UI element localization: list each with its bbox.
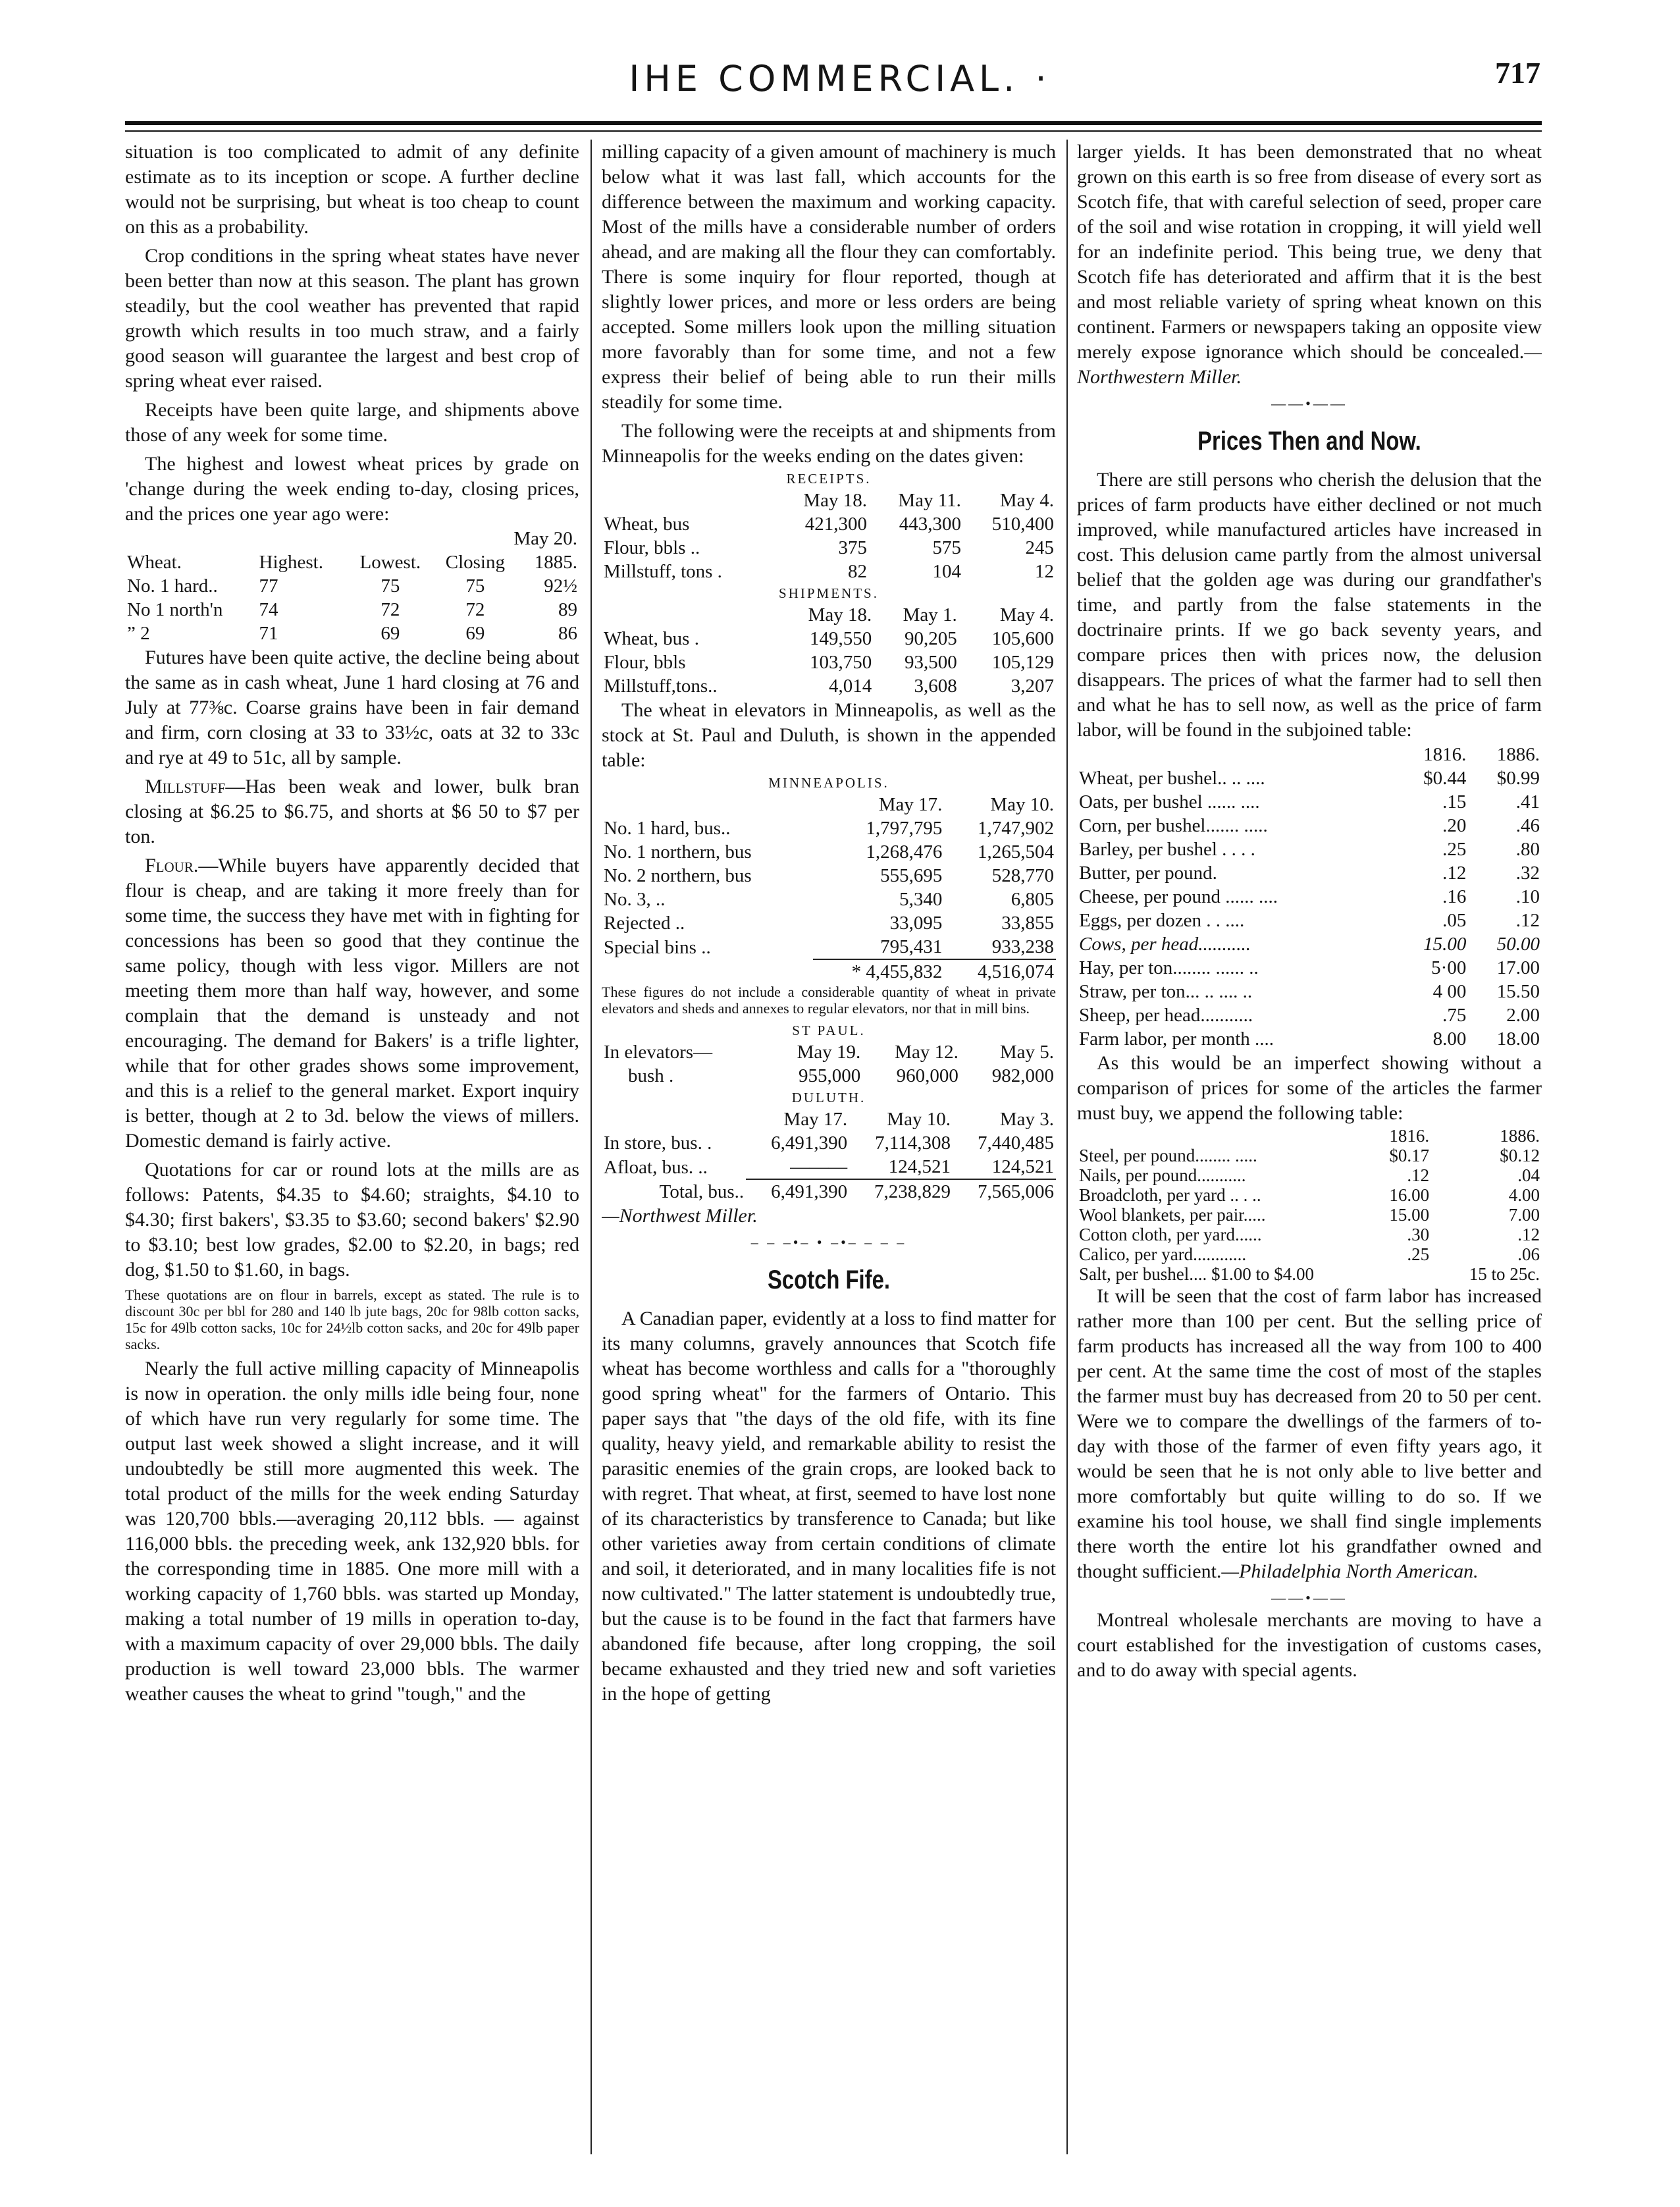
table-cell: 75 — [381, 575, 400, 597]
paragraph: Nearly the full active milling capacity of Minneapolis is now in operation. the only mills idle being four, none of which have run very regularly for some time. The output last week showed a slight increase, and it will undoubtedly be still more augmented this week. The total product of the mills for the week ending Saturday was 120,700 bbls.—averaging 20,112 bbls. — against 116,000 bbls. the preceding week, ank 132,920 bbls. for the corresponding time in 1885. One more mill with a working capacity of 1,760 bbls. was started up Monday, making a total number of 19 mills in operation to-day, with a maximum capacity of over 29,000 bbls. The daily production is well toward 23,000 bbls. The warmer weather causes the wheat to grind "tough," and the — [125, 1358, 579, 1705]
table-row — [602, 651, 1056, 674]
section-heading: Scotch Fife. — [768, 1265, 890, 1294]
table-cell: 16.00 — [1389, 1185, 1430, 1205]
table-cell: 3,608 — [914, 676, 957, 697]
table-cell: 103,750 — [809, 652, 872, 673]
table-cell: .30 — [1407, 1225, 1430, 1244]
table-cell: Nails, per pound........... — [1079, 1165, 1246, 1185]
table-cell: Cheese, per pound ...... .... — [1079, 886, 1278, 907]
table-row — [602, 627, 1056, 651]
table-row — [1077, 1027, 1542, 1051]
table-cell: .16 — [1442, 886, 1467, 907]
table-header: Lowest. — [359, 552, 421, 573]
table-header: May 3. — [999, 1109, 1054, 1130]
table-cell: Barley, per bushel . . . . — [1079, 839, 1255, 860]
table-cell: 6,805 — [1011, 889, 1054, 910]
table-cell: No. 1 hard, bus.. — [604, 818, 731, 839]
table-cell: Farm labor, per month .... — [1079, 1028, 1274, 1050]
paragraph: The following were the receipts at and shipments from Minneapolis for the weeks ending on the dates given: — [602, 420, 1056, 467]
table-header: May 19. — [797, 1042, 861, 1063]
paragraph: Receipts have been quite large, and shipments above those of any week for some time. — [125, 399, 579, 446]
table-header: May 17. — [878, 794, 943, 815]
column-divider-1 — [591, 140, 592, 2154]
table-row — [602, 1131, 1056, 1155]
table-cell: .80 — [1515, 839, 1540, 860]
table-cell: .32 — [1515, 863, 1540, 884]
table-cell: No. 2 northern, bus — [604, 865, 752, 886]
table-cell: 7,565,006 — [978, 1181, 1054, 1202]
page-number: 717 — [1495, 56, 1540, 90]
column-1 — [125, 140, 579, 2154]
table-row — [1077, 814, 1542, 838]
table-total-row — [602, 1179, 1056, 1204]
table-row — [1077, 861, 1542, 885]
table-cell: 89 — [558, 599, 577, 620]
table-cell: 7,114,308 — [875, 1132, 951, 1154]
table-header: May 5. — [999, 1042, 1054, 1063]
paragraph: Millstuff—Has been weak and lower, bulk bran closing at $6.25 to $6.75, and shorts at $6 50 to $7 per ton. — [125, 776, 579, 847]
table-cell: 510,400 — [991, 514, 1054, 535]
table-row — [1077, 1205, 1542, 1225]
table-header: 1816. — [1423, 744, 1467, 765]
table-cell: 7,238,829 — [874, 1181, 951, 1202]
table-cell: .75 — [1442, 1005, 1467, 1026]
table-label: DULUTH. — [791, 1090, 866, 1105]
table-cell: Wheat, per bushel.. .. .... — [1079, 768, 1265, 789]
table-row — [602, 816, 1056, 840]
table-cell: .25 — [1407, 1244, 1430, 1264]
table-cell: .06 — [1517, 1244, 1540, 1264]
table-cell: $0.99 — [1496, 768, 1540, 789]
table-cell: Salt, per bushel.... $1.00 to $4.00 — [1079, 1264, 1314, 1284]
table-cell: .10 — [1515, 886, 1540, 907]
paragraph: larger yields. It has been demonstrated that no wheat grown on this earth is so free from disease of every sort as Scotch fife, that with careful selection of seed, proper care of the soil and wise rotation in cropping, it will yield well for an indefinite period. This being true, we deny that Scotch fife has deteriorated and affirm that it is the best and most reliable variety of spring wheat known on this continent. Farmers or newspapers taking an opposite view merely expose ignorance which should be concealed.—Northwestern Miller. — [1077, 141, 1542, 388]
table-cell: 245 — [1025, 537, 1054, 558]
table-cell: 1,797,795 — [866, 818, 943, 839]
paragraph: Montreal wholesale merchants are moving to have a court established for the investigation of customs cases, and to do away with special agents. — [1077, 1609, 1542, 1681]
table-row — [1077, 1003, 1542, 1027]
table-cell: 149,550 — [809, 628, 872, 649]
table-row — [1077, 980, 1542, 1003]
table-cell: 960,000 — [896, 1065, 958, 1086]
table-row — [602, 888, 1056, 911]
table-header-row — [602, 603, 1056, 627]
table-header: 1886. — [1500, 1126, 1540, 1146]
table-header: Wheat. — [127, 552, 182, 573]
table-header: May 12. — [895, 1042, 958, 1063]
st-paul-table — [602, 1040, 1056, 1088]
table-cell: Steel, per pound........ ..... — [1079, 1146, 1257, 1165]
table-row — [1077, 1185, 1542, 1205]
masthead-mark: · — [1035, 58, 1051, 99]
table-cell: Hay, per ton........ ...... .. — [1079, 957, 1259, 978]
table-row — [125, 598, 579, 622]
table-cell: 955,000 — [799, 1065, 861, 1086]
column-3 — [1077, 140, 1542, 2154]
table-cell: Oats, per bushel ...... .... — [1079, 791, 1260, 812]
table-cell: 90,205 — [904, 628, 957, 649]
table-cell: 15.50 — [1496, 981, 1540, 1002]
table-cell: No. 3, .. — [604, 889, 666, 910]
table-header: May 1. — [903, 604, 957, 625]
table-cell: Corn, per bushel....... ..... — [1079, 815, 1268, 836]
table-cell: 8.00 — [1432, 1028, 1467, 1050]
table-row — [602, 911, 1056, 935]
table-cell: .25 — [1442, 839, 1467, 860]
table-header-row — [125, 550, 579, 574]
table-cell: 124,521 — [953, 1155, 1056, 1179]
source-credit: —Philadelphia North American. — [1221, 1560, 1479, 1582]
table-row — [1077, 909, 1542, 932]
table-cell: No. 1 hard.. — [127, 575, 218, 597]
table-cell: 1,747,902 — [978, 818, 1054, 839]
table-cell: Cows, per head........... — [1079, 934, 1251, 955]
table-header: May 11. — [898, 490, 961, 511]
paragraph: Flour.—While buyers have apparently decided that flour is cheap, and are taking it more freely than for some time, the success they have met with in fighting for concessions has been so good that they continue the same policy, though with less vigor. Millers are not meeting them more than half way, however, and some complain that the demand is unsteady and not encouraging. The demand for Bakers' is a trifle lighter, while that for other grades shows some improvement, and this is a relief to the general market. Export inquiry is better, though at 2 to 3d. below the views of millers. Domestic demand is fairly active. — [125, 855, 579, 1152]
table-cell: Flour, bbls .. — [604, 537, 700, 558]
header-rule-thick — [125, 121, 1542, 125]
paragraph: The wheat in elevators in Minneapolis, as well as the stock at St. Paul and Duluth, is shown in the appended table: — [602, 699, 1056, 771]
table-cell: 575 — [932, 537, 961, 558]
table-row — [602, 840, 1056, 864]
paragraph: Quotations for car or round lots at the mills are as follows: Patents, $4.35 to $4.60; straights, $4.10 to $4.30; first bakers', $3.35 to $3.60; second bakers' $2.90 to $3.10; best low grades, $2.00 to $2.20, in bags; red dog, $1.50 to $1.60, in bags. — [125, 1159, 579, 1281]
table-row — [602, 536, 1056, 560]
table-cell: 15.00 — [1389, 1205, 1430, 1225]
table-header-row — [602, 489, 1056, 512]
table-header: May 18. — [808, 604, 872, 625]
table-header: Highest. — [259, 552, 323, 573]
table-cell: 555,695 — [880, 865, 943, 886]
table-cell: 7,440,485 — [978, 1132, 1054, 1154]
table-cell: 795,431 — [813, 935, 945, 959]
table-cell: $0.17 — [1389, 1146, 1430, 1165]
table-header: May 17. — [783, 1109, 848, 1130]
table-cell: 15.00 — [1423, 934, 1467, 955]
table-row — [602, 560, 1056, 583]
table-cell: Broadcloth, per yard .. . .. — [1079, 1185, 1261, 1205]
table-cell: 5,340 — [899, 889, 943, 910]
table-header: May 4. — [999, 490, 1054, 511]
table-row — [1077, 790, 1542, 814]
table-cell: 4,014 — [828, 676, 872, 697]
table-cell: 12 — [1035, 561, 1054, 582]
table-cell: 33,095 — [889, 913, 943, 934]
table-cell: Flour, bbls — [604, 652, 686, 673]
wheat-prices-table — [125, 527, 579, 645]
minneapolis-table — [602, 793, 1056, 984]
table-cell: Straw, per ton... .. .... .. — [1079, 981, 1253, 1002]
table-row — [1077, 766, 1542, 790]
table-cell: ” 2 — [127, 623, 150, 644]
table-cell: .12 — [1515, 910, 1540, 931]
table-cell: Afloat, bus. .. — [604, 1156, 708, 1178]
table-header: May 10. — [887, 1109, 951, 1130]
paragraph: There are still persons who cherish the delusion that the prices of farm products have either declined or not much improved, while manufactured articles have increased in cost. This delusion came partly from the almost universal belief that the golden age was during our grandfather's time, and partly from the false statements in the doctrinaire prints. If we go back seventy years, and compare prices then with prices now, the delusion disappears. The prices of what the farmer had to sell then and what he has to sell now, as well as the price of farm labor, will be found in the subjoined table: — [1077, 469, 1542, 741]
table-header-row — [602, 793, 1056, 816]
paragraph: A Canadian paper, evidently at a loss to find matter for its many columns, gravely announces that Scotch fife wheat has become worthless and calls for a "thoroughly good spring wheat" for the farmers of Ontario. This paper says that "the days of the old fife, with its fine quality, heavy yield, and remarkable ability to resist the parasitic enemies of the grain crops, are looked back to with regret. That wheat, at first, seemed to have lost none of its characteristics by transference to Canada; but like other varieties away from certain conditions of climate and soil, it deteriorated, and in many localities fife is not now cultivated." The latter statement is undoubtedly true, but the cause is to be found in the fact that farmers have abandoned fife because, after long cropping, the soil became exhausted and they tried new and soft varieties in the hope of getting — [602, 1308, 1056, 1705]
table-cell: 933,238 — [944, 935, 1056, 959]
table-cell: 18.00 — [1496, 1028, 1540, 1050]
table-cell: 33,855 — [1001, 913, 1054, 934]
table-cell: 124,521 — [849, 1155, 953, 1179]
paragraph: situation is too complicated to admit of any definite estimate as to its inception or scope. A further decline would not be surprising, but wheat is too cheap to count on this as a probability. — [125, 141, 579, 238]
table-cell: Calico, per yard............ — [1079, 1244, 1247, 1264]
footnote: These figures do not include a considerable quantity of wheat in private elevators and sheds and annexes to regular elevators, nor that in mill bins. — [602, 984, 1056, 1017]
table-cell: 77 — [259, 575, 278, 597]
table-cell: 4.00 — [1508, 1185, 1540, 1205]
table-row — [602, 864, 1056, 888]
staples-prices-table — [1077, 1126, 1542, 1284]
table-row — [602, 512, 1056, 536]
table-cell: Wool blankets, per pair..... — [1079, 1205, 1266, 1225]
table-cell: .12 — [1517, 1225, 1540, 1244]
table-row — [125, 574, 579, 598]
table-cell: 69 — [465, 623, 485, 644]
table-header: Closing — [445, 552, 505, 573]
table-row — [125, 622, 579, 645]
table-cell: 421,300 — [804, 514, 868, 535]
column-2 — [602, 140, 1056, 2154]
table-cell: Cotton cloth, per yard...... — [1079, 1225, 1262, 1244]
table-cell: 3,207 — [1011, 676, 1054, 697]
table-cell: Wheat, bus — [604, 514, 690, 535]
table-cell: 6,491,390 — [771, 1132, 848, 1154]
table-cell: .20 — [1442, 815, 1467, 836]
farm-prices-table — [1077, 743, 1542, 1051]
table-cell: 7.00 — [1508, 1205, 1540, 1225]
table-cell: 75 — [465, 575, 485, 597]
table-cell: 105,600 — [991, 628, 1054, 649]
source-credit: —Northwest Miller. — [602, 1205, 758, 1227]
table-cell: 5·00 — [1431, 957, 1467, 978]
table-cell: .15 — [1442, 791, 1467, 812]
table-cell: 4 00 — [1432, 981, 1467, 1002]
masthead-title: IHE COMMERCIAL. · — [629, 58, 1051, 99]
section-lead: Flour. — [145, 855, 199, 876]
table-cell: * 4,455,832 — [851, 961, 943, 982]
table-label: SHIPMENTS. — [779, 585, 879, 601]
paragraph: It will be seen that the cost of farm labor has increased rather more than 100 per cent. But the selling price of farm products has increased all the way from 100 to 400 per cent. At the same time the cost of most of the staples the farmer must buy has decreased from 20 to 50 per cent. Were we to compare the dwellings of the farmers of to-day with those of the farmer of even fifty years ago, it would be seen that he is not only able to live better and more comfortably but quite willing to do so. If we examine his tool house, we shall find single implements there worth the entire lot his grandfather owned and thought sufficient.—Philadelphia North American. — [1077, 1285, 1542, 1582]
table-cell: $0.44 — [1423, 768, 1467, 789]
table-cell: 375 — [838, 537, 868, 558]
table-header: 1816. — [1389, 1126, 1430, 1146]
table-cell: 4,516,074 — [978, 961, 1054, 982]
table-cell: Sheep, per head........... — [1079, 1005, 1253, 1026]
table-cell: $0.12 — [1500, 1146, 1540, 1165]
table-cell: 86 — [558, 623, 577, 644]
table-cell: .41 — [1515, 791, 1540, 812]
table-label: ST PAUL. — [792, 1023, 866, 1038]
page-header — [0, 58, 1680, 111]
paragraph: The highest and lowest wheat prices by grade on 'change during the week ending to-day, closing prices, and the prices one year ago were: — [125, 453, 579, 525]
table-cell: ——— — [746, 1155, 849, 1179]
table-cell: Special bins .. — [604, 936, 711, 958]
section-lead: Millstuff — [145, 776, 226, 797]
table-cell: 528,770 — [991, 865, 1054, 886]
table-cell: Millstuff,tons.. — [604, 676, 718, 697]
table-cell: 72 — [381, 599, 400, 620]
table-cell: 15 to 25c. — [1469, 1264, 1540, 1284]
table-cell: 443,300 — [899, 514, 961, 535]
table-label: RECEIPTS. — [786, 471, 872, 487]
table-row — [602, 1040, 1056, 1064]
table-cell: 2.00 — [1506, 1005, 1540, 1026]
table-row — [1077, 1146, 1542, 1165]
table-cell: 71 — [259, 623, 278, 644]
table-cell: bush . — [628, 1065, 674, 1086]
table-cell: 105,129 — [991, 652, 1054, 673]
table-row — [1077, 1264, 1542, 1284]
paragraph: As this would be an imperfect showing without a comparison of prices for some of the articles the farmer must buy, we append the following table: — [1077, 1052, 1542, 1124]
table-cell: 74 — [259, 599, 278, 620]
table-row — [1077, 885, 1542, 909]
table-cell: Eggs, per dozen . . .... — [1079, 910, 1245, 931]
footnote: These quotations are on flour in barrels, except as stated. The rule is to discount 30c per bbl for 280 and 140 lb jute bags, 20c for 98lb cotton sacks, 15c for 49lb cotton sacks, 10c for 24½lb cotton sacks, and 20c for 49lb paper sacks. — [125, 1287, 579, 1352]
table-cell: In elevators— — [604, 1042, 713, 1063]
table-label: MINNEAPOLIS. — [768, 775, 889, 791]
table-row — [602, 935, 1056, 959]
table-cell: .04 — [1517, 1165, 1540, 1185]
table-cell: Millstuff, tons . — [604, 561, 722, 582]
shipments-table — [602, 603, 1056, 698]
table-row — [1077, 838, 1542, 861]
table-header-row — [1077, 743, 1542, 766]
section-ornament: – – –•– • –•– – – – — [750, 1234, 907, 1250]
table-cell: .05 — [1442, 910, 1467, 931]
table-cell: 82 — [848, 561, 868, 582]
table-row — [602, 1155, 1056, 1179]
duluth-table — [602, 1107, 1056, 1204]
header-rule-thin — [125, 130, 1542, 132]
table-cell: No 1 north'n — [127, 599, 223, 620]
table-cell: 1,265,504 — [978, 841, 1054, 863]
table-row — [1077, 1244, 1542, 1264]
table-header: 1885. — [534, 552, 577, 573]
table-row — [1077, 956, 1542, 980]
table-header: May 4. — [999, 604, 1054, 625]
table-cell: .12 — [1407, 1165, 1430, 1185]
table-date: May 20. — [513, 528, 577, 549]
table-cell: 982,000 — [991, 1065, 1054, 1086]
section-ornament: ——•—— — [1271, 395, 1348, 412]
table-cell: .12 — [1442, 863, 1467, 884]
table-cell: Butter, per pound. — [1079, 863, 1217, 884]
paragraph: milling capacity of a given amount of machinery is much below what it was last fall, which accounts for the difference between the maximum and working capacity. Most of the mills have a considerable number of orders ahead, and are making all the flour they can comfortably. There is some inquiry for flour reported, though at slightly lower prices, and more or less orders are being accepted. Some millers look upon the milling situation more favorably than for some time, and not a few express their belief of being able to run their mills steadily for some time. — [602, 141, 1056, 413]
table-cell: 50.00 — [1496, 934, 1540, 955]
table-row — [602, 1064, 1056, 1088]
table-header: May 10. — [990, 794, 1054, 815]
paragraph: Futures have been quite active, the decline being about the same as in cash wheat, June 1 hard closing at 76 and July at 77⅜c. Coarse grains have been in fair demand and firm, corn closing at 33 to 33½c, oats at 32 to 33c and rye at 49 to 51c, all by sample. — [125, 647, 579, 768]
table-cell: Total, bus.. — [659, 1181, 745, 1202]
table-cell: Wheat, bus . — [604, 628, 699, 649]
table-cell: 104 — [932, 561, 961, 582]
table-cell: In store, bus. . — [604, 1132, 712, 1154]
table-header-row — [602, 1107, 1056, 1131]
table-row — [1077, 932, 1542, 956]
table-row — [602, 674, 1056, 698]
table-row — [1077, 1225, 1542, 1244]
table-cell: 92½ — [544, 575, 577, 597]
section-heading: Prices Then and Now. — [1197, 427, 1421, 456]
table-header: 1886. — [1496, 744, 1540, 765]
receipts-table — [602, 489, 1056, 583]
paragraph: Crop conditions in the spring wheat states have never been better than now at this season. The plant has grown steadily, but the cool weather has prevented that rapid growth which results in too much straw, and a fairly good season will guarantee the largest and best crop of spring wheat ever raised. — [125, 245, 579, 392]
table-cell: 1,268,476 — [866, 841, 943, 863]
table-cell: 17.00 — [1496, 957, 1540, 978]
table-header: May 18. — [803, 490, 868, 511]
table-cell: .46 — [1515, 815, 1540, 836]
section-ornament: ——•—— — [1271, 1589, 1348, 1606]
table-total-row — [602, 959, 1056, 984]
table-cell: No. 1 northern, bus — [604, 841, 752, 863]
table-row — [1077, 1165, 1542, 1185]
table-header-row — [1077, 1126, 1542, 1146]
table-cell: 72 — [465, 599, 485, 620]
table-cell: Rejected .. — [604, 913, 685, 934]
table-cell: 93,500 — [904, 652, 957, 673]
table-cell: 69 — [381, 623, 400, 644]
source-credit: —Northwestern Miller. — [1077, 341, 1542, 388]
table-cell: 6,491,390 — [771, 1181, 848, 1202]
column-divider-2 — [1066, 140, 1068, 2154]
